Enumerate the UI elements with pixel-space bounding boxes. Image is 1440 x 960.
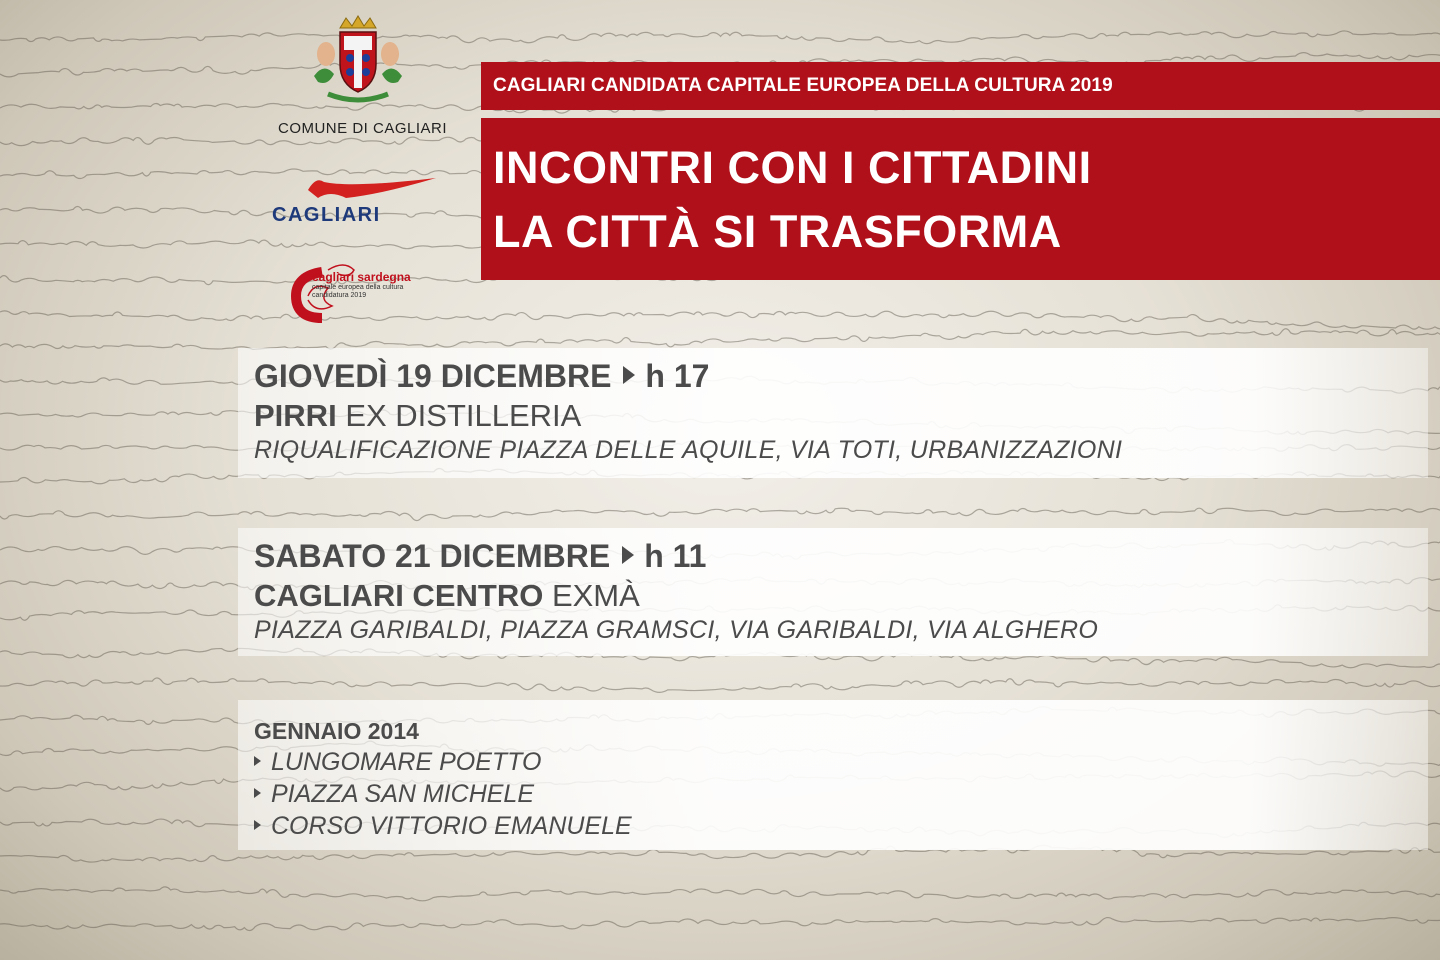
upcoming-item: [254, 780, 534, 809]
upcoming-item-label: CORSO VITTORIO EMANUELE: [271, 812, 632, 840]
bullet-triangle-icon: [254, 756, 261, 766]
event-place-line: [254, 578, 640, 614]
event-panel-2: [238, 528, 1428, 656]
title-banner: [481, 118, 1440, 280]
event-date: GIOVEDÌ 19 DICEMBRE: [254, 358, 612, 394]
comune-label: COMUNE DI CAGLIARI: [277, 120, 448, 137]
upcoming-panel: [238, 700, 1428, 850]
event-panel-1: [238, 348, 1428, 478]
event-description: PIAZZA GARIBALDI, PIAZZA GRAMSCI, VIA GARIBALDI, VIA ALGHERO: [254, 616, 1099, 644]
play-triangle-icon: [623, 366, 635, 384]
upcoming-item: [254, 812, 632, 841]
bullet-triangle-icon: [254, 820, 261, 830]
event-description: RIQUALIFICAZIONE PIAZZA DELLE AQUILE, VIA TOTI, URBANIZZAZIONI: [254, 436, 1123, 464]
subtitle-text: CAGLIARI CANDIDATA CAPITALE EUROPEA DELLA CULTURA 2019: [493, 75, 1113, 96]
cagliari-logo-label: CAGLIARI: [272, 204, 381, 226]
subtitle-banner: [481, 62, 1440, 110]
upcoming-month: GENNAIO 2014: [254, 718, 419, 744]
bullet-triangle-icon: [254, 788, 261, 798]
event-place-bold: CAGLIARI CENTRO: [254, 578, 544, 613]
coat-of-arms-icon: [310, 14, 406, 110]
play-triangle-icon: [622, 546, 634, 564]
event-place: EXMÀ: [551, 578, 640, 613]
title-line-2: LA CITTÀ SI TRASFORMA: [493, 206, 1062, 257]
event-place: EX DISTILLERIA: [345, 398, 582, 433]
event-date-line: [254, 538, 706, 575]
event-time: h 17: [645, 358, 710, 394]
event-date: SABATO 21 DICEMBRE: [254, 538, 611, 574]
event-date-line: [254, 358, 709, 395]
ecoc-subtitle: capitale europea della cultura candidatura 2019: [312, 284, 404, 299]
upcoming-item-label: PIAZZA SAN MICHELE: [271, 780, 535, 808]
event-time: h 11: [644, 538, 707, 574]
upcoming-item: [254, 748, 541, 777]
event-place-bold: PIRRI: [254, 398, 337, 433]
ecoc-title: cagliari sardegna: [312, 270, 411, 284]
upcoming-item-label: LUNGOMARE POETTO: [271, 748, 542, 776]
event-place-line: [254, 398, 581, 434]
title-line-1: INCONTRI CON I CITTADINI: [493, 142, 1092, 193]
